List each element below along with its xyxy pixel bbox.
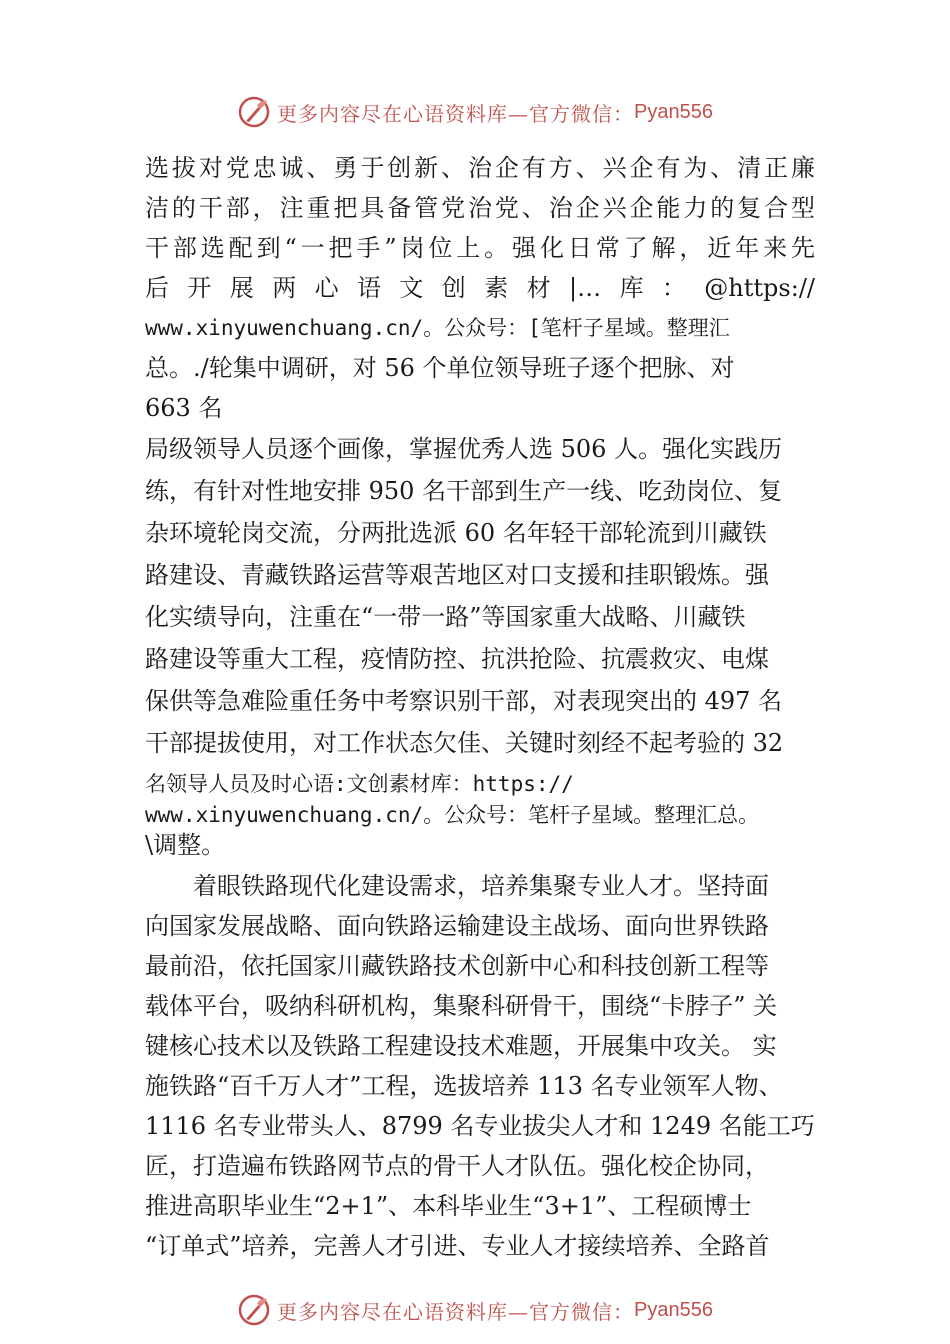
quill-logo-icon (237, 1293, 271, 1327)
text-line: 杂环境轮岗交流，分两批选派 60 名年轻干部轮流到川藏铁 (145, 519, 767, 547)
footer-watermark-banner (0, 1290, 950, 1330)
text-line: 最前沿，依托国家川藏铁路技术创新中心和科技创新工程等 (145, 952, 769, 980)
text-line: 选拔对党忠诚、勇于创新、治企有方、兴企有为、清正廉 (145, 154, 815, 182)
header-watermark-banner (0, 92, 950, 132)
text-line: www.xinyuwenchuang.cn/。公众号：[笔杆子星域。整理汇 (145, 316, 730, 340)
text-line: 推进高职毕业生“2+1”、本科毕业生“3+1”、工程硕博士 (145, 1192, 752, 1220)
document-body (145, 148, 815, 1266)
text-line: 洁的干部，注重把具备管党治党、治企兴企能力的复合型 (145, 194, 815, 222)
text-line: 局级领导人员逐个画像，掌握优秀人选 506 人。强化实践历 (145, 435, 783, 463)
text-line: 键核心技术以及铁路工程建设技术难题，开展集中攻关。 实 (145, 1032, 777, 1060)
text-line: 干部选配到“一把手”岗位上。强化日常了解，近年来先 (145, 234, 815, 262)
quill-logo-icon (237, 95, 271, 129)
text-line: 着眼铁路现代化建设需求，培养集聚专业人才。坚持面 (193, 872, 769, 900)
text-line: 练，有针对性地安排 950 名干部到生产一线、吃劲岗位、复 (145, 477, 783, 505)
text-line: 干部提拔使用，对工作状态欠佳、关键时刻经不起考验的 32 (145, 729, 784, 757)
text-line: 总。./轮集中调研，对 56 个单位领导班子逐个把脉、对 (145, 354, 735, 382)
footer-banner-wechat-id: Pyan556 (634, 1298, 713, 1321)
text-line: 向国家发展战略、面向铁路运输建设主战场、面向世界铁路 (145, 912, 769, 940)
text-line: 匠，打造遍布铁路网节点的骨干人才队伍。强化校企协同， (145, 1152, 769, 1180)
text-line: 1116 名专业带头人、8799 名专业拔尖人才和 1249 名能工巧 (145, 1112, 815, 1140)
text-line: 载体平台，吸纳科研机构，集聚科研骨干，围绕“卡脖子” 关 (145, 992, 778, 1020)
text-line: 路建设等重大工程，疫情防控、抗洪抢险、抗震救灾、电煤 (145, 645, 769, 673)
header-banner-wechat-id: Pyan556 (634, 100, 713, 123)
text-line: \调整。 (145, 831, 226, 859)
text-line: 化实绩导向，注重在“一带一路”等国家重大战略、川藏铁 (145, 603, 746, 631)
header-banner-text: 更多内容尽在心语资料库—官方微信： (277, 101, 635, 126)
text-line: 路建设、青藏铁路运营等艰苦地区对口支援和挂职锻炼。强 (145, 561, 769, 589)
text-line: 名领导人员及时心语:文创素材库：https:// (145, 772, 574, 796)
text-line: “订单式”培养，完善人才引进、专业人才接续培养、全路首 (145, 1232, 770, 1260)
footer-banner-text: 更多内容尽在心语资料库—官方微信： (277, 1299, 635, 1324)
text-line: 保供等急难险重任务中考察识别干部，对表现突出的 497 名 (145, 687, 783, 715)
text-line: 施铁路“百千万人才”工程，选拔培养 113 名专业领军人物、 (145, 1072, 783, 1100)
text-line: www.xinyuwenchuang.cn/。公众号：笔杆子星域。整理汇总。 (145, 803, 760, 827)
text-line: 663 名 (145, 394, 223, 422)
text-line: 后开展两心语文创素材|…库：@https:// (145, 274, 815, 302)
